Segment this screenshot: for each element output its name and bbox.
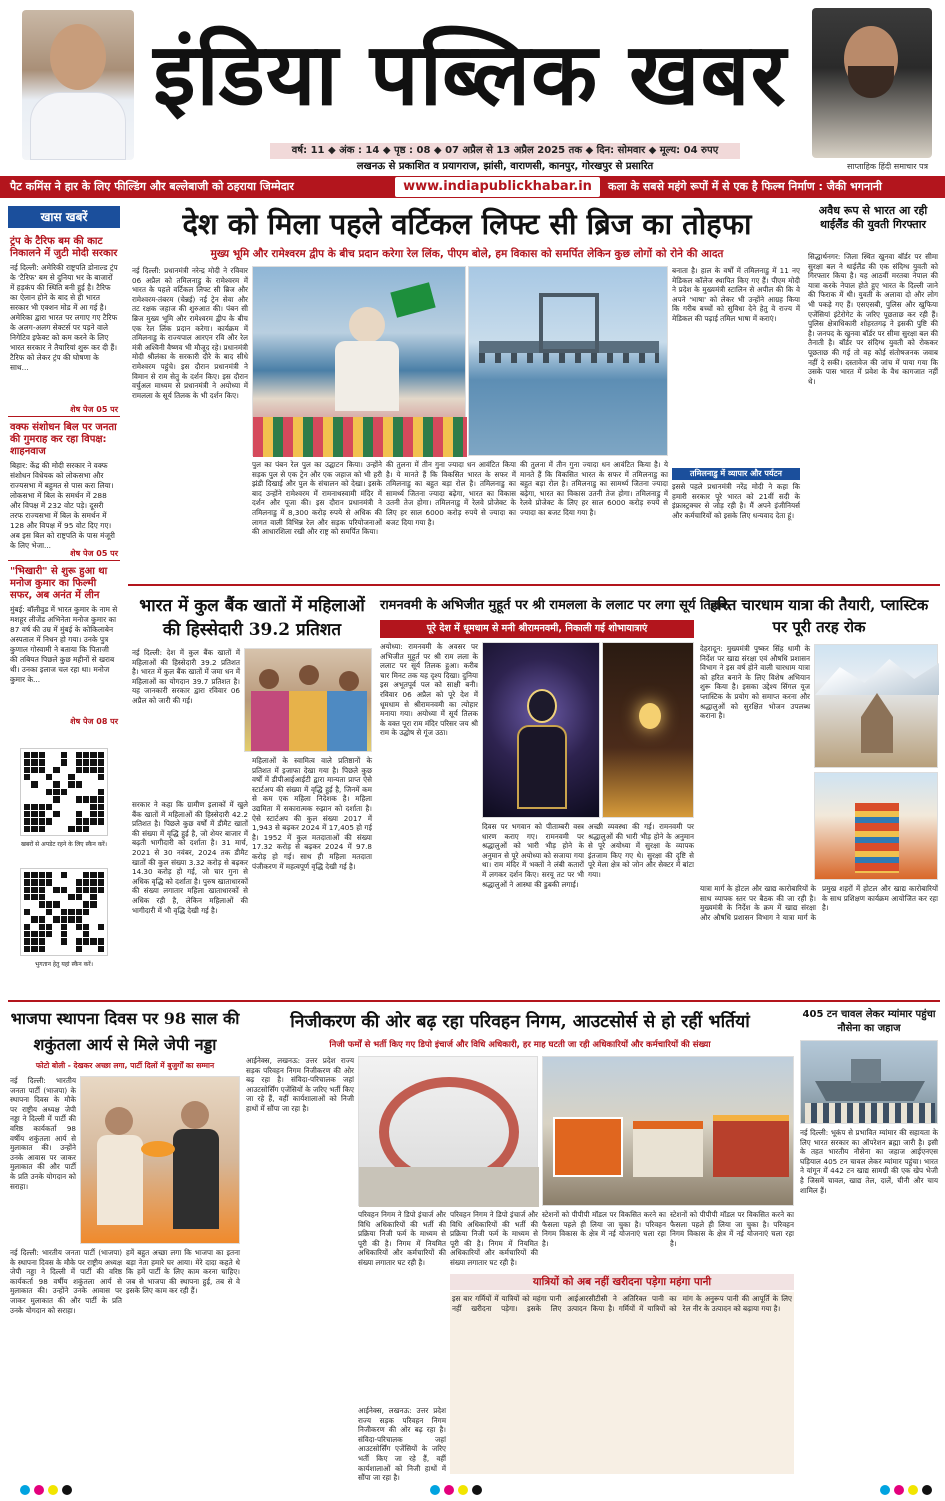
chardham-body-1: देहरादून: मुख्यमंत्री पुष्कर सिंह धामी के निर्देश पर खाद्य संरक्षा एवं औषधि प्रशासन विभाग ने इस वर्ष होने वाली चारधाम यात्रा को हरित बनाने के लिए विशेष अभियान शुरू किया है। इसका उद्देश्य सिंगल यूज प्लास्टिक के प्रयोग को समाप्त करना और श्रद्धालुओं को सुरक्षित भोजन उपलब्ध कराना है। (700, 644, 810, 721)
transport-body-2b: परिवहन निगम ने डिपो इंचार्ज और विधि अधिकारियों की भर्ती की प्रक्रिया निजी फर्म के माध्यम से पूरी की है। निगम में नियमित अधिकारियों और कर्मचारियों की संख्या लगातार घट रही है। (450, 1210, 538, 1267)
yellow-dot (458, 1485, 468, 1495)
ticker-bar (0, 176, 945, 198)
magenta-dot (894, 1485, 904, 1495)
lead-col-1: नई दिल्ली: प्रधानमंत्री नरेन्द्र मोदी ने रविवार 06 अप्रैल को तमिलनाडु के रामेश्वरम में भारत के पहले वर्टिकल लिफ्ट सी ब्रिज और रामेश्वरम-तंबरम (चेन्नई) नई ट्रेन सेवा और तट रक्षक जहाज की शुरुआत की। पंबन सी ब्रिज मुख्य भूमि और रामेश्वरम द्वीप के बीच एक रेल लिंक प्रदान करेगा। कार्यक्रम में तमिलनाडु के राज्यपाल आरएन रवि और रेल मंत्री अश्विनी वैष्णव भी मौजूद रहे। प्रधानमंत्री मोदी श्रीलंका के सरकारी दौरे के बाद सीधे रामेश्वरम पहुंचे। इस दौरान प्रधानमंत्री ने विमान से राम सेतु के दर्शन किए। इस दौरान वर्चुअल माध्यम से प्रधानमंत्री ने अयोध्या में रामलला के सूर्य तिलक के भी दर्शन किए। (132, 266, 248, 400)
thai-body: सिद्धार्थनगर: जिला स्थित खुनवा बॉर्डर पर सीमा सुरक्षा बल ने थाईलैंड की एक संदिग्ध युवती को गिरफ्तार किया है। यह आठवीं मरतबा नेपाल की यात्रा करके नेपाल होते हुए भारत के दिल्ली जाने की फिराक में थी। युवती के अलावा दो और लोग भी पकड़े गए हैं। एसएसबी, पुलिस और खुफिया एजेंसियां इंटेरोगेट के जरिए पूछताछ कर रही हैं। पुलिस क्षेत्राधिकारी शोहरतगढ़ ने इसकी पुष्टि की है। जनपद के खुनवा बॉर्डर पर सीमा सुरक्षा बल की तैनाती है। बॉर्डर पर संदिग्ध युवती को रोककर पूछताछ की गई तो वह कोई संतोषजनक जवाब नहीं दे सकी। दस्तावेज की जांच में पाया गया कि उसके पास भारत में प्रवेश के वैध कागजात नहीं थे। (808, 252, 938, 386)
transport-body-2c: आईनेक्स, लखनऊ: उत्तर प्रदेश राज्य सड़क परिवहन निगम निजीकरण की ओर बढ़ रहा है। संविदा-परिचालक जहां आउटसोर्सिंग एजेंसियों के जरिए भर्ती किए जा रहे हैं, वहीं कार्यशालाओं को निजी हाथों में सौंपा जा रहा है। (358, 1406, 446, 1483)
transport-body-2: परिवहन निगम ने डिपो इंचार्ज और विधि अधिकारियों की भर्ती की प्रक्रिया निजी फर्म के माध्यम से पूरी की है। निगम में नियमित अधिकारियों और कर्मचारियों की संख्या लगातार घट रही है। (358, 1210, 446, 1267)
qr1-caption: खबरों से अपडेट रहने के लिए स्कैन करें। (20, 841, 108, 848)
yellow-dot (908, 1485, 918, 1495)
chardham-headline[interactable]: हरित चारधाम यात्रा की तैयारी, प्लास्टिक पर पूरी तरह रोक (709, 596, 929, 636)
see-page: शेष पेज 05 पर (70, 405, 118, 414)
khas-khabrein-label: खास खबरें (8, 206, 120, 228)
magenta-dot (34, 1485, 44, 1495)
ticker-right[interactable]: कला के सबसे महंगे रूपों में से एक है फिल्म निर्माण : जैकी भगनानी (608, 180, 882, 193)
upsrtc-building-photo (358, 1056, 538, 1206)
section-rule (8, 1000, 940, 1002)
lead-col4-subhead: तमिलनाडु में व्यापार और पर्यटन (672, 468, 800, 480)
lead-subhead: मुख्य भूमि और रामेश्वरम द्वीप के बीच प्रदान करेगा रेल लिंक, पीएम बोले, हम विकास को समर्पित लेकिन कुछ लोगों को रोने की आदत (210, 248, 724, 260)
ram-bar: पूरे देश में धूमधाम से मनी श्रीरामनवमी, निकाली गई शोभायात्राएं (380, 620, 694, 638)
yellow-dot (48, 1485, 58, 1495)
cyan-dot (20, 1485, 30, 1495)
actor-photo (812, 8, 932, 158)
lead-col-2: पुल का पंबन रेल पुल का उद्घाटन किया। उन्होंने सड़क पुल से एक ट्रेन और एक जहाज को भी हरी झंडी दिखाई और पुल के संचालन को देखा। इसके बाद उन्होंने रामेश्वरम में रामनाथस्वामी मंदिर में दर्शन और पूजा की। इस दौरान प्रधानमंत्री ने तमिलनाडु में 8,300 करोड़ रुपये से अधिक की लागत वाली विभिन्न रेल और सड़क परियोजनाओं की आधारशिला रखी और राष्ट्र को समर्पित किया। (252, 460, 382, 537)
lead-col-3b: की तुलना में तीन गुना ज्यादा धन आवंटित किया है। ये मानते हैं कि विकसित भारत के सफर में तमिलनाडु का बहुत बड़ा रोल है। तमिलनाडु का सामर्थ्य जितना ज्यादा बढ़ेगा, भारत का विकास उतनी तेज होगा। तमिलनाडु में रेलवे प्रोजेक्ट के लिए हर साल 6000 करोड़ रुपये से ज्यादा का बजट दिया गया है। (520, 460, 668, 517)
left-item-headline: ट्रंप के टैरिफ बम की काट निकालने में जुटी मोदी सरकार (10, 236, 118, 259)
see-page: शेष पेज 05 पर (70, 549, 118, 558)
bank-body-1: नई दिल्ली: देश में कुल बैंक खातों में महिलाओं की हिस्सेदारी 39.2 प्रतिशत है। भारत में कुल बैंक खातों में जमा धन में महिलाओं का योगदान 39.7 प्रतिशत है। यह जानकारी सरकार द्वारा रविवार 06 अप्रैल को जारी की गई। (132, 648, 240, 705)
left-item-body: नई दिल्ली: अमेरिकी राष्ट्रपति डोनाल्ड ट्रंप के 'टैरिफ' बम से दुनिया भर के बाजारों में हड़कंप की स्थिति बनी हुई है। टैरिफ का ऐलान होने के बाद से ही भारत सरकार भी एक्शन मोड में आ गई है। अमेरिका द्वारा भारत पर लगाए गए टैरिफ के अलग-अलग सेक्टर्स पर पड़ने वाले निगेटिव इफेक्ट को कम करने के लिए भारत सरकार ने तैयारियां शुरू कर दी हैं। टैरिफ को लेकर ट्रंप की घोषणा के साथ... (10, 263, 118, 372)
payment-qr-code[interactable] (20, 868, 108, 956)
lead-col-3: की तुलना में तीन गुना ज्यादा धन आवंटित किया है। ये मानते हैं कि विकसित भारत के सफर में तमिलनाडु का बहुत बड़ा रोल है। तमिलनाडु का सामर्थ्य जितना ज्यादा बढ़ेगा, भारत का विकास उतनी तेज होगा। तमिलनाडु में रेलवे प्रोजेक्ट के लिए हर साल 6000 करोड़ रुपये से ज्यादा का बजट दिया गया है। (386, 460, 516, 527)
badrinath-photo (814, 772, 938, 880)
left-item-body: बिहार: केंद्र की मोदी सरकार ने वक्फ संशोधन विधेयक को लोकसभा और राज्यसभा में बहुमत से पास करा लिया। लोकसभा में बिल के समर्थन में 288 और विपक्ष में 232 वोट पड़े। दूसरी तरफ राज्यसभा में बिल के समर्थन में 128 और विपक्ष में 95 वोट दिए गए। अब इस बिल को राष्ट्रपति के पास मंजूरी के लिए भेजा... (10, 461, 115, 550)
bank-body-3: महिलाओं के स्वामित्व वाले प्रतिष्ठानों के प्रतिशत में इजाफा देखा गया है। पिछले कुछ वर्षों में डीपीआईआईटी द्वारा मान्यता प्राप्त ऐसे स्टार्टअप की संख्या में वृद्धि हुई है, जिनमें कम से कम एक महिला निदेशक है। महिला उद्यमिता में सकारात्मक रुझान को दर्शाता है। ऐसे स्टार्टअप की कुल संख्या 2017 में 1,943 से बढ़कर 2024 में 17,405 हो गई है। 1952 में कुल मतदाताओं की संख्या 17.32 करोड़ से बढ़कर 2024 में 97.8 करोड़ हो गई। साथ ही महिला मतदाता पंजीकरण में महत्वपूर्ण वृद्धि देखी गई है। (252, 756, 372, 871)
water-box-body: इस बार गर्मियों में यात्रियों को महंगा पानी नहीं खरीदना पड़ेगा। इसके लिए आईआरसीटीसी ने अतिरिक्त पानी का उत्पादन किया है। गर्मियों में यात्रियों को मांग के अनुरूप पानी की आपूर्ति के लिए रेल नीर के उत्पादन को बढ़ाया गया है। (450, 1292, 794, 1474)
left-item-2[interactable] (10, 422, 118, 550)
bank-body-2: सरकार ने कहा कि ग्रामीण इलाकों में खुले बैंक खातों में महिलाओं की हिस्सेदारी 42.2 प्रतिशत है। पिछले कुछ वर्षों में डीमैट खातों की संख्या में वृद्धि हुई है, जो शेयर बाजार में बढ़ती भागीदारी को दर्शाता है। 31 मार्च, 2021 से 30 नवंबर, 2024 तक डीमैट खातों की कुल संख्या 3.32 करोड़ से बढ़कर 14.30 करोड़ हो गई, जो चार गुना से अधिक वृद्धि को दर्शाता है। पुरुष खाताधारकों की संख्या लगातार महिला खाताधारकों से अधिक रही है, लेकिन महिलाओं की भागीदारी में भी वृद्धि देखी गई है। (132, 800, 248, 915)
divider (8, 416, 120, 417)
issue-meta: वर्ष: 11 ◆ अंक : 14 ◆ पृष्ठ : 08 ◆ 07 अप्रैल से 13 अप्रैल 2025 तक ◆ दिन: सोमवार ◆ मूल्य: 04 रुपए (270, 143, 740, 159)
print-registration-marks (0, 1480, 945, 1500)
ram-body-3: अच्छी व्यवस्था की गई। रामनवमी पर श्रद्धालुओं की भारी भीड़ होने के अनुमान से पूरे अयोध्या में सुरक्षा के व्यापक इंतजाम किए गए थे। सुरक्षा की दृष्टि से पूरे मेला क्षेत्र को जोन और सेक्टर में बांटा गया। (588, 822, 694, 879)
bridge-photo (468, 266, 668, 456)
transport-sub: निजी फर्मों से भर्ती किए गए डिपो इंचार्ज और विधि अधिकारी, हर माह घटती जा रही अधिकारियों और कर्मचारियों की संख्या (329, 1040, 711, 1050)
nadda-photo (80, 1076, 240, 1244)
cricketer-photo (22, 10, 134, 160)
kedarnath-photo (814, 644, 938, 768)
lead-col-4b: इससे पहले प्रधानमंत्री नरेंद्र मोदी ने कहा कि हमारी सरकार पूरे भारत को 21वीं सदी के इंफ्रास्ट्रक्चर से जोड़ रही है। मैं अपने इंजीनियर्स और कर्मचारियों को इसके लिए धन्यवाद देता हूं। (672, 482, 800, 520)
ship-headline[interactable]: 405 टन चावल लेकर म्यांमार पहुंचा नौसेना का जहाज (802, 1009, 936, 1034)
black-dot (62, 1485, 72, 1495)
section-rule (128, 584, 940, 586)
lead-headline[interactable]: देश को मिला पहले वर्टिकल लिफ्ट सी ब्रिज का तोहफा (182, 207, 752, 241)
ram-headline[interactable]: रामनवमी के अभिजीत मुहूर्त पर श्री रामलला के ललाट पर लगा सूर्य तिलक (380, 598, 730, 613)
left-item-body: मुंबई: बॉलीवुड में भारत कुमार के नाम से मशहूर लीजेंड अभिनेता मनोज कुमार का 87 वर्ष की उम्र में मुंबई के कोकिलाबेन अस्पताल में निधन हो गया। उनके पुत्र कुणाल गोस्वामी ने बताया कि पिताजी की तबियत पिछले कुछ महीनों से खराब थी। उनका इलाज चल रहा था। मनोज कुमार के... (10, 605, 118, 684)
chardham-body-2: यात्रा मार्ग के होटल और खाद्य कारोबारियों के साथ व्यापक स्तर पर बैठक की जा रही है। मुख्यमंत्री के निर्देश के क्रम में खाद्य संरक्षा और औषधि प्रशासन विभाग ने यात्रा मार्ग के प्रमुख शहरों में होटल और खाद्य कारोबारियों के साथ प्रशिक्षण कार्यक्रम आयोजित कर रहा है। (700, 884, 938, 922)
bus-depot-photo (542, 1056, 794, 1206)
bank-women-photo (244, 648, 372, 752)
news-qr-code[interactable] (20, 748, 108, 836)
transport-headline[interactable]: निजीकरण की ओर बढ़ रहा परिवहन निगम, आउटसोर्स से हो रहीं भर्तियां (290, 1012, 750, 1032)
bjp-body-2: हमें बहुत अच्छा लगा कि भाजपा का इतना बड़ा नेता हमारे घर आया। मेरे दादा कहते थे कि हमें पार्टी के लिए काम करना चाहिए। जब से भाजपा की स्थापना हुई, तब से वे इसके लिए काम कर रही हैं। (126, 1248, 240, 1296)
left-item-headline: "भिखारी" से शुरू हुआ था मनोज कुमार का फिल्मी सफर, अब अनंत में लीन (10, 566, 108, 601)
ramlala-photo (482, 642, 600, 818)
qr2-caption: भुगतान हेतु यहां स्कैन करें। (35, 961, 93, 968)
lead-col-4: बनाता है। हाल के वर्षों में तमिलनाडु में 11 नए मेडिकल कॉलेज स्थापित किए गए हैं। पीएम मोदी ने प्रदेश के मुख्यमंत्री स्टालिन से अपील की कि वे अपने 'भाषा' को लेकर भी उन्होंने आग्रह किया कि गरीब बच्चों को सुविधा देने हेतु वे राज्य में मेडिकल की पढ़ाई तमिल भाषा में कराएं। (672, 266, 800, 323)
ticker-left[interactable]: पैट कमिंस ने हार के लिए फील्डिंग और बल्लेबाजी को ठहराया जिम्मेदार (10, 180, 294, 193)
masthead-title: इंडिया पब्लिक खबर (153, 24, 787, 125)
ship-body: नई दिल्ली: भूकंप से प्रभावित म्यांमार की सहायता के लिए भारत सरकार का ऑपरेशन ब्रह्मा जारी है। इसी के तहत भारतीय नौसेना का जहाज आईएनएस घड़ियाल 405 टन चावल लेकर म्यांमार पहुंचा। भारत ने यांगून में 442 टन खाद्य सामग्री की एक खेप भेजी है जिसमें चावल, खाद्य तेल, दालें, चीनी और चाय शामिल हैं। (800, 1128, 938, 1195)
bjp-body-1b: नई दिल्ली: भारतीय जनता पार्टी (भाजपा) के स्थापना दिवस के मौके पर राष्ट्रीय अध्यक्ष जेपी नड्डा ने दिल्ली में पार्टी की वरिष्ठ कार्यकर्ता 98 वर्षीय शकुंतला आर्य से मुलाकात की। उन्होंने उनके आवास पर जाकर मुलाकात की और पार्टी के प्रति उनके योगदान को सराहा। (10, 1248, 122, 1315)
divider (8, 560, 120, 561)
cyan-dot (880, 1485, 890, 1495)
transport-body-1: आईनेक्स, लखनऊ: उत्तर प्रदेश राज्य सड़क परिवहन निगम निजीकरण की ओर बढ़ रहा है। संविदा-परिचालक जहां आउटसोर्सिंग एजेंसियों के जरिए भर्ती किए जा रहे हैं, वहीं कार्यशालाओं को निजी हाथों में सौंपा जा रहा है। (246, 1056, 354, 1113)
navy-ship-photo (800, 1040, 938, 1124)
pm-flag-photo (252, 266, 466, 456)
bjp-body-1: नई दिल्ली: भारतीय जनता पार्टी (भाजपा) के स्थापना दिवस के मौके पर राष्ट्रीय अध्यक्ष जेपी नड्डा ने दिल्ली में पार्टी की वरिष्ठ कार्यकर्ता 98 वर्षीय शकुंतला आर्य से मुलाकात की। उन्होंने उनके आवास पर जाकर मुलाकात की और पार्टी के प्रति उनके योगदान को सराहा। (10, 1076, 76, 1191)
ram-body-1: अयोध्या: रामनवमी के अवसर पर अभिजीत मुहूर्त पर श्री राम लला के ललाट पर सूर्य तिलक हुआ। करीब चार मिनट तक यह दृश्य दिखा। दुनिया इस अभूतपूर्व पल को साक्षी बनी। रविवार 06 अप्रैल को पूरे देश में धूमधाम से श्रीरामनवमी का त्योहार मनाया गया। अयोध्या में सूर्य तिलक के वक्त पूरा राम मंदिर परिसर जय श्री राम के उद्घोष से गूंज उठा। (380, 642, 478, 738)
bank-headline[interactable]: भारत में कुल बैंक खातों में महिलाओं की हिस्सेदारी 39.2 प्रतिशत (139, 596, 365, 640)
magenta-dot (444, 1485, 454, 1495)
bjp-sub: फोटो बोली - देखकर अच्छा लगा, पार्टी दिलों में बुजुर्गों का सम्मान (35, 1061, 215, 1070)
published-from: लखनऊ से प्रकाशित व प्रयागराज, झांसी, वाराणसी, कानपुर, गोरखपुर से प्रसारित (356, 161, 654, 172)
bjp-headline[interactable]: भाजपा स्थापना दिवस पर 98 साल की शकुंतला आर्य से मिले जेपी नड्डा (10, 1009, 240, 1054)
black-dot (472, 1485, 482, 1495)
see-page: शेष पेज 08 पर (70, 717, 118, 726)
ram-temple-photo (602, 642, 694, 818)
website-url[interactable]: www.indiapublickhabar.in (395, 177, 600, 197)
left-item-3[interactable] (10, 566, 118, 714)
transport-body-3b: स्टेशनों को पीपीपी मॉडल पर विकसित करने का फैसला पहले ही लिया जा चुका है। परिवहन निगम विकास के क्षेत्र में नई योजनाएं चला रहा है। (670, 1210, 794, 1248)
transport-body-3: स्टेशनों को पीपीपी मॉडल पर विकसित करने का फैसला पहले ही लिया जा चुका है। परिवहन निगम विकास के क्षेत्र में नई योजनाएं चला रहा है। (542, 1210, 666, 1248)
tagline: साप्ताहिक हिंदी समाचार पत्र (847, 162, 928, 171)
water-box-head[interactable]: यात्रियों को अब नहीं खरीदना पड़ेगा महंगा पानी (450, 1274, 794, 1290)
black-dot (922, 1485, 932, 1495)
ram-body-2: दिवस पर भगवान को पीताम्बरी वस्त्र धारण कराए गए। रामनवमी पर श्रद्धालुओं को भारी भीड़ होने के अनुमान से पूरे अयोध्या को सजाया गया था। राम मंदिर में भक्तों ने लंबी कतारों में लगकर दर्शन किए। सरयू तट पर भी श्रद्धालुओं ने आस्था की डुबकी लगाई। (482, 822, 584, 889)
thai-headline[interactable]: अवैध रूप से भारत आ रही थाईलैंड की युवती गिरफ्तार (818, 204, 928, 231)
cyan-dot (430, 1485, 440, 1495)
left-item-1[interactable] (10, 236, 118, 402)
left-item-headline: वक्फ संशोधन बिल पर जनता की गुमराह कर रहा विपक्ष: शाहनवाज (10, 422, 117, 457)
